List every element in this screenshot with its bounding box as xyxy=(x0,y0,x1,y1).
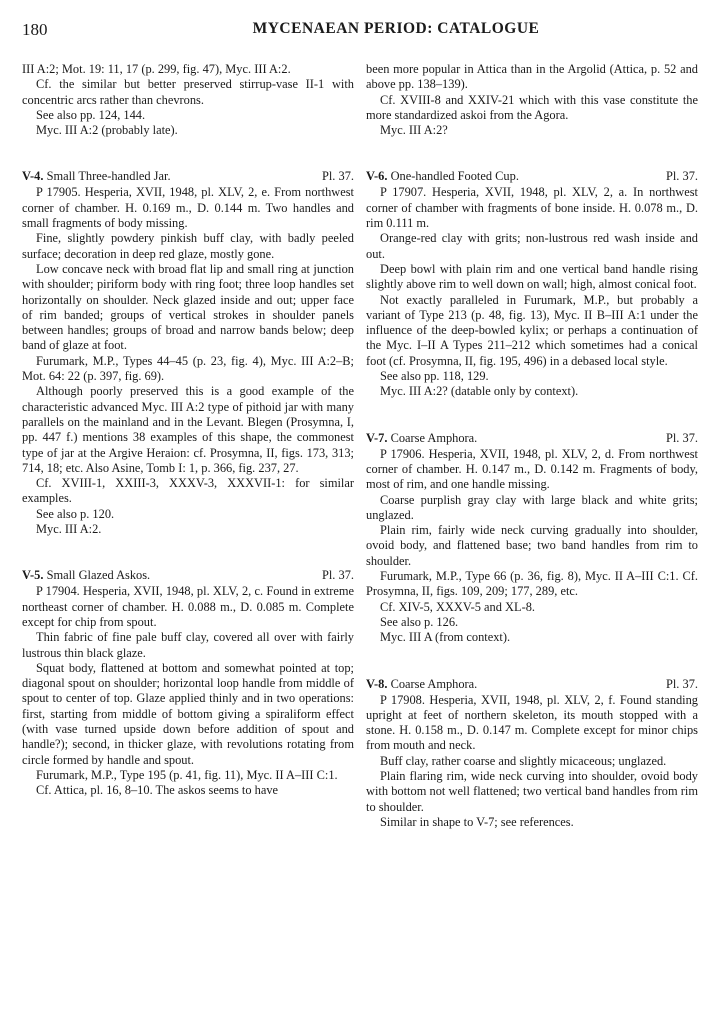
catalogue-entry-v7 xyxy=(366,431,698,646)
plate-reference: Pl. 37. xyxy=(665,676,698,691)
paragraph: Although poorly preserved this is a good example of the characteristic advanced Myc. III A:2 type of pithoid jar with many parallels on the mainland and in the Levant. Blegen (Prosymna, I, pp. 447 f.) mentions 38 examples of this shape, the commonest type of jar at the Argive Heraion: cf. Prosymna, II, figs. 173, 313; 714, 18; etc. Also Asine, Tomb I: 1, p. 366, fig. 237, 27. xyxy=(22,384,354,475)
paragraph: P 17908. Hesperia, XVII, 1948, pl. XLV, 2, f. Found standing upright at feet of northern skeleton, its mouth stopped with a stone. H. 0.158 m., D. 0.147 m. Complete except for minor chips from mouth and neck. xyxy=(366,692,698,753)
plate-reference: Pl. 37. xyxy=(321,169,354,184)
paragraph: See also pp. 124, 144. xyxy=(36,107,146,122)
running-title: MYCENAEAN PERIOD: CATALOGUE xyxy=(252,20,540,37)
left-column xyxy=(22,62,354,798)
plate-reference: Pl. 37. xyxy=(665,430,698,445)
paragraph: Deep bowl with plain rim and one vertical band handle rising slightly above rim to well down on wall; high, almost conical foot. xyxy=(366,261,698,292)
entry-number: V-7. xyxy=(366,430,388,445)
paragraph: Fine, slightly powdery pinkish buff clay, with badly peeled surface; decoration in deep red glaze, mostly gone. xyxy=(22,231,354,261)
paragraph: Myc. III A:2. xyxy=(36,522,102,537)
entry-number: V-6. xyxy=(366,169,388,184)
catalogue-entry-v5 xyxy=(22,568,354,798)
paragraph: Coarse purplish gray clay with large black and white grits; unglazed. xyxy=(366,492,698,522)
continued-entry xyxy=(366,62,698,138)
entry-heading xyxy=(366,169,698,184)
paragraph: See also pp. 118, 129. xyxy=(380,369,489,384)
paragraph: See also p. 126. xyxy=(380,614,459,629)
paragraph: P 17904. Hesperia, XVII, 1948, pl. XLV, 2, c. Found in extreme northeast corner of chamber. H. 0.088 m., D. 0.085 m. Complete except for chip from spout. xyxy=(22,584,354,629)
paragraph: Furumark, M.P., Type 195 (p. 41, fig. 11), Myc. II A–III C:1. xyxy=(36,767,338,782)
paragraph: Furumark, M.P., Types 44–45 (p. 23, fig. 4), Myc. III A:2–B; Mot. 64: 22 (p. 397, fig. 69). xyxy=(22,353,354,384)
paragraph: III A:2; Mot. 19: 11, 17 (p. 299, fig. 47), Myc. III A:2. xyxy=(22,62,291,76)
paragraph: Thin fabric of fine pale buff clay, covered all over with fairly lustrous thin black glaze. xyxy=(22,630,354,660)
entry-title: Small Glazed Askos. xyxy=(46,568,151,583)
entry-heading xyxy=(366,431,698,446)
entry-heading xyxy=(22,169,354,184)
paragraph: Myc. III A (from context). xyxy=(380,630,511,645)
paragraph: P 17905. Hesperia, XVII, 1948, pl. XLV, 2, e. From northwest corner of chamber. H. 0.169 m., D. 0.144 m. Two handles and small fragments of body missing. xyxy=(22,185,354,231)
paragraph: Cf. XVIII-8 and XXIV-21 which with this vase constitute the more standardized askoi from the Agora. xyxy=(366,92,698,122)
entry-title: Coarse Amphora. xyxy=(390,676,478,691)
paragraph: Low concave neck with broad flat lip and small ring at junction with shoulder; piriform body with ring foot; three loop handles set horizontally on shoulder. Neck glazed inside and out; upper face of rim banded; groups of vertical strokes in shoulder panels between handles; groups of broad and narrow bands below; deep band of glaze at foot. xyxy=(22,261,354,353)
paragraph: been more popular in Attica than in the Argolid (Attica, p. 52 and above pp. 138–139). xyxy=(366,62,698,92)
paragraph: Not exactly paralleled in Furumark, M.P., but probably a variant of Type 213 (p. 48, fig. 13), Myc. II B–III A:1 under the influence of the deep-bowled kylix; or perhaps a continuation of the Myc. I–II A Types 211–212 which sometimes had a conical foot (cf. Prosymna, II, fig. 195, 496) in a debased local style. xyxy=(366,292,698,368)
page-number: 180 xyxy=(22,20,48,39)
plate-reference: Pl. 37. xyxy=(321,568,354,583)
paragraph: P 17906. Hesperia, XVII, 1948, pl. XLV, 2, d. From northwest corner of chamber. H. 0.147 m., D. 0.142 m. Fragments of body, most of rim, and one handle missing. xyxy=(366,446,698,492)
catalogue-entry-v6 xyxy=(366,169,698,399)
paragraph: Cf. Attica, pl. 16, 8–10. The askos seems to have xyxy=(36,783,279,798)
plate-reference: Pl. 37. xyxy=(665,169,698,184)
entry-title: Coarse Amphora. xyxy=(390,430,478,445)
paragraph: Plain flaring rim, wide neck curving into shoulder, ovoid body with bottom not well flattened; two vertical band handles from rim to shoulder. xyxy=(366,768,698,814)
paragraph: Buff clay, rather coarse and slightly micaceous; unglazed. xyxy=(380,753,667,768)
paragraph: Cf. XVIII-1, XXIII-3, XXXV-3, XXXVII-1: for similar examples. xyxy=(22,476,354,506)
paragraph: Myc. III A:2? xyxy=(380,123,448,138)
right-column xyxy=(366,62,698,830)
paragraph: Plain rim, fairly wide neck curving gradually into shoulder, ovoid body, and flattened base; two band handles from rim to shoulder. xyxy=(366,523,698,568)
paragraph: Cf. the similar but better preserved stirrup-vase II-1 with concentric arcs rather than chevrons. xyxy=(22,77,354,107)
entry-number: V-5. xyxy=(22,568,44,583)
page-header xyxy=(22,20,710,48)
paragraph: Similar in shape to V-7; see references. xyxy=(380,814,574,829)
paragraph: Orange-red clay with grits; non-lustrous red wash inside and out. xyxy=(366,231,698,261)
continued-entry xyxy=(22,62,354,138)
paragraph: Furumark, M.P., Type 66 (p. 36, fig. 8), Myc. II A–III C:1. Cf. Prosymna, II, figs. 109, 209; 177, 289, etc. xyxy=(366,569,698,599)
paragraph: Cf. XIV-5, XXXV-5 and XL-8. xyxy=(380,599,535,614)
entry-heading xyxy=(366,677,698,692)
paragraph: See also p. 120. xyxy=(36,506,115,521)
paragraph: Squat body, flattened at bottom and somewhat pointed at top; diagonal spout on shoulder; horizontal loop handle from middle of spout to center of top. Glaze applied thinly and in two operations: first, starting from middle of bottom giving a spiraliform effect (with vase turned upside down before addition of spout and handle?); second, in thicker glaze, with revolutions rotating from circle formed by handle and spout. xyxy=(22,660,354,767)
entry-heading xyxy=(22,568,354,583)
entry-number: V-4. xyxy=(22,169,44,184)
entry-number: V-8. xyxy=(366,676,388,691)
entry-title: Small Three-handled Jar. xyxy=(46,169,171,184)
catalogue-entry-v8 xyxy=(366,677,698,831)
paragraph: Myc. III A:2? (datable only by context). xyxy=(380,384,579,399)
paragraph: P 17907. Hesperia, XVII, 1948, pl. XLV, 2, a. In northwest corner of chamber with fragments of bone inside. H. 0.078 m., D. rim 0.111 m. xyxy=(366,185,698,231)
paragraph: Myc. III A:2 (probably late). xyxy=(36,123,178,138)
entry-title: One-handled Footed Cup. xyxy=(390,169,519,184)
catalogue-entry-v4 xyxy=(22,169,354,537)
